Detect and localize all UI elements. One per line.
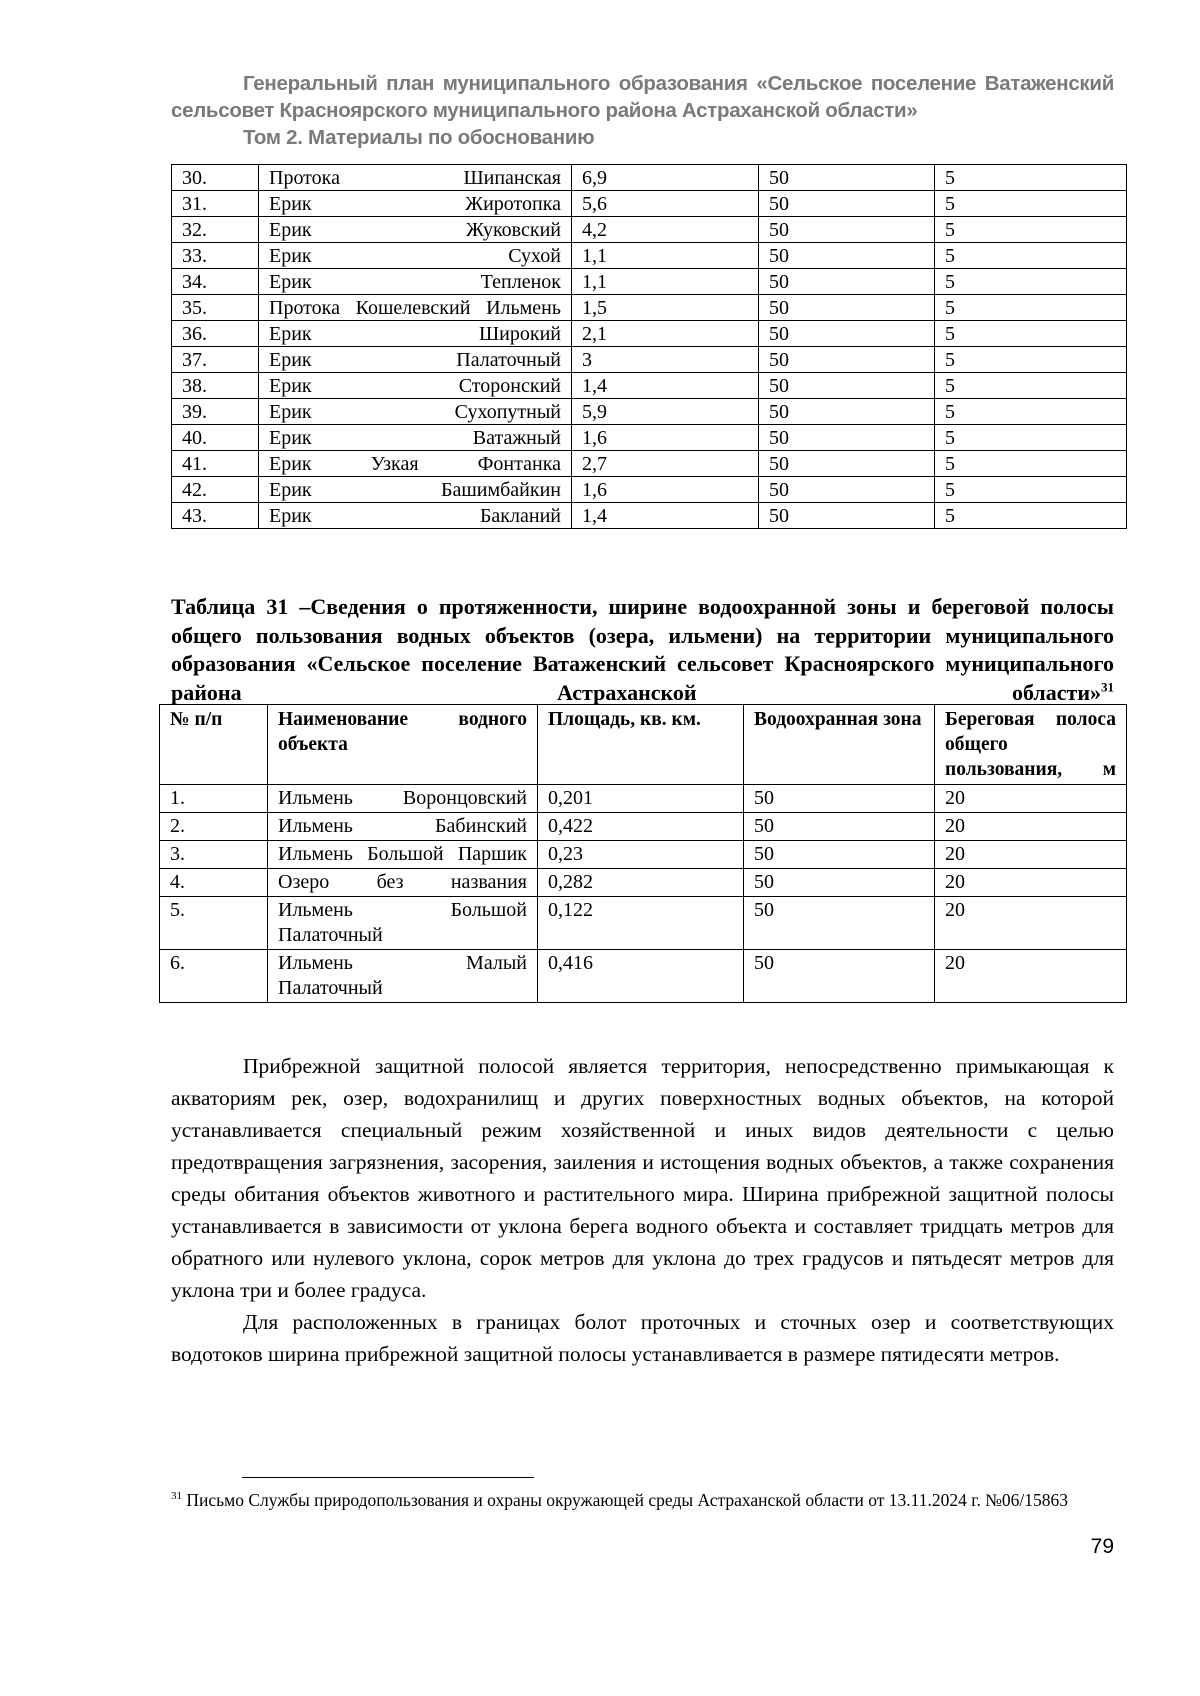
table-cell: 5 [935, 217, 1127, 243]
table-cell: Протока Шипанская [259, 165, 572, 191]
running-header [171, 70, 1114, 151]
table-31-body [160, 785, 1127, 1003]
footnote-separator [242, 1477, 534, 1478]
table-row [172, 217, 1127, 243]
table-30-body [172, 165, 1127, 529]
table-cell: 50 [744, 813, 935, 841]
table-cell: Протока Кошелевский Ильмень [259, 295, 572, 321]
footnote [171, 1488, 1114, 1512]
table-cell: 5 [935, 347, 1127, 373]
table-cell: 0,282 [538, 869, 744, 897]
table-cell: 50 [744, 869, 935, 897]
table-cell: 50 [759, 217, 935, 243]
table-cell: 33. [172, 243, 259, 269]
caption-text: Таблица 31 –Сведения о протяженности, ширине водоохранной зоны и береговой полосы общего пользования водных объектов (озера, ильмени) на территории муниципального образования «Сельское поселение Ватаженский сельсовет Красноярского муниципального района Астраханской области» [171, 594, 1114, 705]
table-31-header-row [160, 705, 1127, 785]
table-cell: 0,416 [538, 950, 744, 1003]
table-cell: 50 [759, 503, 935, 529]
table-cell: 50 [759, 243, 935, 269]
table-row [172, 269, 1127, 295]
table-cell: 2,7 [572, 451, 759, 477]
table-cell: 6. [160, 950, 268, 1003]
table-cell: 5 [935, 399, 1127, 425]
table-cell: 39. [172, 399, 259, 425]
table-cell: 43. [172, 503, 259, 529]
table-cell: 1,5 [572, 295, 759, 321]
table-cell: 4. [160, 869, 268, 897]
table-cell: 5 [935, 373, 1127, 399]
col-header-area: Площадь, кв. км. [538, 705, 744, 785]
table-row [172, 347, 1127, 373]
table-cell: Ильмень Малый Палаточный [268, 950, 538, 1003]
table-cell: 41. [172, 451, 259, 477]
table-row [172, 243, 1127, 269]
col-header-shore-strip: Береговая полоса общего пользования, м [935, 705, 1127, 785]
table-row [172, 373, 1127, 399]
table-cell: 50 [759, 477, 935, 503]
page-number: 79 [1090, 1535, 1114, 1558]
table-cell: 1. [160, 785, 268, 813]
table-cell: 5 [935, 425, 1127, 451]
table-cell: 0,201 [538, 785, 744, 813]
table-row [160, 950, 1127, 1003]
table-cell: 50 [759, 425, 935, 451]
table-row [172, 451, 1127, 477]
table-cell: 50 [744, 841, 935, 869]
table-cell: 40. [172, 425, 259, 451]
table-row [172, 477, 1127, 503]
table-cell: 37. [172, 347, 259, 373]
paragraph-2: Для расположенных в границах болот проточных и сточных озер и соответствующих водотоков ширина прибрежной защитной полосы устанавливается в размере пятидесяти метров. [171, 1310, 1114, 1366]
table-row [160, 785, 1127, 813]
table-cell: 5,9 [572, 399, 759, 425]
table-cell: 38. [172, 373, 259, 399]
table-cell: 20 [935, 897, 1127, 950]
table-cell: 20 [935, 950, 1127, 1003]
table-cell: Ерик Башимбайкин [259, 477, 572, 503]
table-row [172, 321, 1127, 347]
table-cell: 5 [935, 295, 1127, 321]
table-30-continuation [171, 164, 1127, 529]
table-cell: 50 [759, 399, 935, 425]
table-cell: 36. [172, 321, 259, 347]
table-cell: 5,6 [572, 191, 759, 217]
table-row [172, 399, 1127, 425]
table-cell: 1,4 [572, 373, 759, 399]
table-cell: 34. [172, 269, 259, 295]
table-cell: 1,6 [572, 477, 759, 503]
table-cell: 0,23 [538, 841, 744, 869]
table-cell: 32. [172, 217, 259, 243]
table-cell: 5. [160, 897, 268, 950]
table-row [172, 425, 1127, 451]
body-text [171, 1050, 1114, 1370]
table-cell: 5 [935, 243, 1127, 269]
table-cell: 30. [172, 165, 259, 191]
table-cell: 4,2 [572, 217, 759, 243]
table-cell: 50 [744, 950, 935, 1003]
table-cell: Озеро без названия [268, 869, 538, 897]
table-row [160, 841, 1127, 869]
table-cell: Ерик Жуковский [259, 217, 572, 243]
paragraph-1: Прибрежной защитной полосой является территория, непосредственно примыкающая к акваториям рек, озер, водохранилищ и других поверхностных водных объектов, на которой устанавливается специальный режим хозяйственной и иных видов деятельности с целью предотвращения загрязнения, засорения, заиления и истощения водных объектов, а также сохранения среды обитания объектов животного и растительного мира. Ширина прибрежной защитной полосы устанавливается в зависимости от уклона берега водного объекта и составляет тридцать метров для обратного или нулевого уклона, сорок метров для уклона до трех градусов и пятьдесят метров для уклона три и более градуса. [171, 1054, 1114, 1302]
table-cell: 20 [935, 813, 1127, 841]
table-cell: 42. [172, 477, 259, 503]
table-cell: 50 [759, 165, 935, 191]
table-row [172, 191, 1127, 217]
table-cell: 50 [759, 191, 935, 217]
table-cell: Ильмень Воронцовский [268, 785, 538, 813]
table-cell: 20 [935, 785, 1127, 813]
table-cell: 0,422 [538, 813, 744, 841]
table-cell: 3. [160, 841, 268, 869]
table-row [172, 503, 1127, 529]
table-cell: Ерик Сухой [259, 243, 572, 269]
table-cell: 5 [935, 503, 1127, 529]
table-cell: 50 [759, 295, 935, 321]
table-cell: 2,1 [572, 321, 759, 347]
table-cell: 6,9 [572, 165, 759, 191]
table-cell: 1,1 [572, 243, 759, 269]
table-cell: 50 [744, 897, 935, 950]
table-cell: Ерик Бакланий [259, 503, 572, 529]
table-row [160, 897, 1127, 950]
table-cell: 1,4 [572, 503, 759, 529]
table-row [160, 869, 1127, 897]
footnote-text: Письмо Службы природопользования и охраны окружающей среды Астраханской области от 13.11.2024 г. №06/15863 [186, 1490, 1069, 1510]
table-cell: Ерик Жиротопка [259, 191, 572, 217]
table-cell: Ерик Тепленок [259, 269, 572, 295]
table-31-caption [171, 593, 1114, 707]
table-cell: Ильмень Бабинский [268, 813, 538, 841]
caption-footnote-ref: 31 [1101, 679, 1114, 695]
table-cell: Ерик Узкая Фонтанка [259, 451, 572, 477]
col-header-number: № п/п [160, 705, 268, 785]
table-cell: Ерик Палаточный [259, 347, 572, 373]
table-cell: 50 [759, 373, 935, 399]
table-cell: 5 [935, 269, 1127, 295]
table-cell: 5 [935, 451, 1127, 477]
table-cell: 50 [759, 347, 935, 373]
table-cell: Ерик Сторонский [259, 373, 572, 399]
table-cell: 1,1 [572, 269, 759, 295]
table-cell: 50 [744, 785, 935, 813]
table-cell: 5 [935, 477, 1127, 503]
table-cell: 31. [172, 191, 259, 217]
table-cell: Ерик Широкий [259, 321, 572, 347]
table-cell: Ильмень Большой Паршик [268, 841, 538, 869]
table-row [172, 165, 1127, 191]
table-cell: Ерик Ватажный [259, 425, 572, 451]
header-line-2: сельсовет Красноярского муниципального района Астраханской области» [171, 99, 918, 122]
table-cell: 0,122 [538, 897, 744, 950]
footnote-ref: 31 [171, 1490, 182, 1503]
table-cell: Ерик Сухопутный [259, 399, 572, 425]
table-cell: 5 [935, 165, 1127, 191]
table-cell: 50 [759, 321, 935, 347]
table-cell: 5 [935, 321, 1127, 347]
table-cell: 50 [759, 451, 935, 477]
table-cell: 20 [935, 869, 1127, 897]
table-row [172, 295, 1127, 321]
table-cell: 50 [759, 269, 935, 295]
table-cell: 3 [572, 347, 759, 373]
table-cell: 2. [160, 813, 268, 841]
header-line-1: Генеральный план муниципального образования «Сельское поселение Ватаженский [243, 72, 1114, 95]
table-cell: 1,6 [572, 425, 759, 451]
table-cell: 20 [935, 841, 1127, 869]
col-header-protection-zone: Водоохранная зона [744, 705, 935, 785]
col-header-name: Наименование водного объекта [268, 705, 538, 785]
table-cell: Ильмень Большой Палаточный [268, 897, 538, 950]
table-row [160, 813, 1127, 841]
table-cell: 5 [935, 191, 1127, 217]
table-cell: 35. [172, 295, 259, 321]
table-31 [159, 704, 1127, 1003]
header-line-3: Том 2. Материалы по обоснованию [243, 126, 595, 149]
